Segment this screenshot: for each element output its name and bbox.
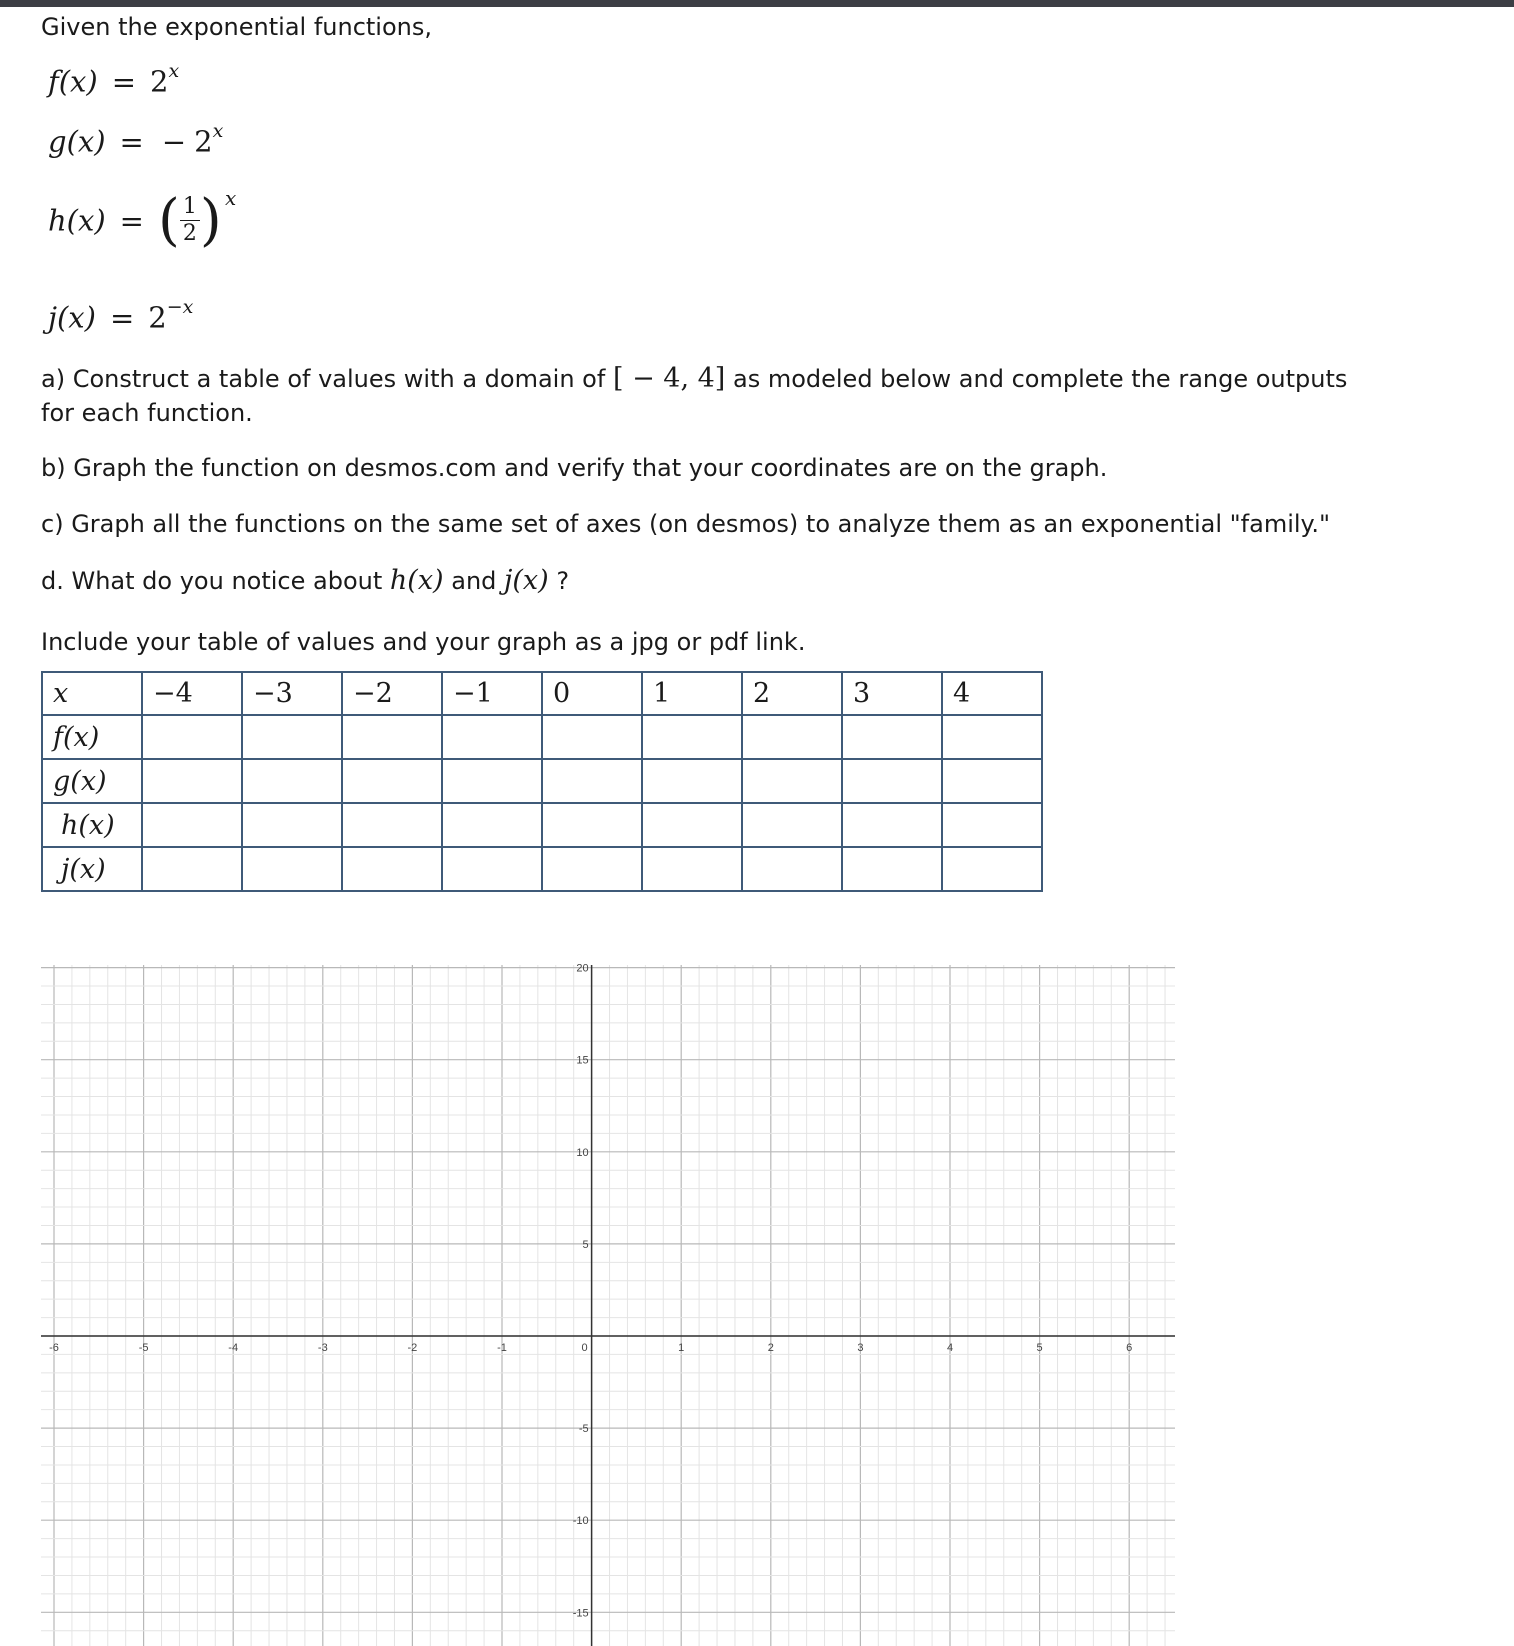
part-c-text: c) Graph all the functions on the same set of axes (on desmos) to analyze them as an exponential "family.": [41, 510, 1330, 538]
x-tick-label: -2: [407, 1342, 418, 1354]
y-tick-label: -10: [572, 1515, 589, 1528]
y-tick-label: 15: [576, 1054, 589, 1067]
equation-j-equals: =: [109, 300, 135, 335]
equation-f-exponent: x: [168, 60, 180, 82]
equation-g-equals: =: [119, 124, 144, 159]
x-tick-label: -1: [497, 1342, 507, 1354]
x-tick-label: 6: [1126, 1342, 1133, 1354]
table-header-cell: 3: [842, 672, 942, 715]
equation-f-equals: =: [111, 64, 137, 99]
equation-g-exponent: x: [212, 120, 224, 142]
x-tick-label: -6: [49, 1342, 59, 1354]
table-header-cell: 1: [642, 672, 742, 715]
table-header-cell: 0: [542, 672, 642, 715]
equation-h-equals: =: [119, 203, 144, 238]
x-tick-label: 3: [857, 1342, 864, 1354]
table-header-cell: −1: [442, 672, 542, 715]
table-header-cell: −2: [342, 672, 442, 715]
x-tick-label: 0: [581, 1342, 588, 1354]
equation-j-exponent: −x: [166, 296, 194, 318]
y-tick-label: 10: [576, 1146, 589, 1159]
equation-h-exponent: x: [225, 186, 237, 210]
intro-text: Given the exponential functions,: [41, 13, 432, 41]
left-paren: (: [157, 188, 180, 253]
y-tick-label: 20: [576, 962, 589, 975]
part-a-before: a) Construct a table of values with a domain of: [41, 365, 606, 393]
fraction-numerator: 1: [180, 194, 200, 221]
x-tick-label: 2: [767, 1342, 774, 1354]
table-row-label: g(x): [42, 759, 142, 803]
table-header-x: x: [42, 672, 142, 715]
x-tick-label: -5: [138, 1342, 149, 1354]
equation-f-base: 2: [150, 64, 169, 99]
part-d-prefix: d. What do you notice about: [41, 567, 383, 595]
part-d-j: j(x): [504, 565, 549, 596]
table-header-cell: 2: [742, 672, 842, 715]
equation-g-name: g(x): [48, 124, 106, 159]
y-tick-label: -5: [578, 1423, 589, 1436]
part-a-line2: for each function.: [41, 399, 253, 427]
x-tick-label: 1: [678, 1342, 685, 1354]
equation-f-name: f(x): [48, 64, 98, 99]
part-d-h: h(x): [389, 565, 444, 596]
fraction-denominator: 2: [182, 221, 197, 246]
include-note: Include your table of values and your graph as a jpg or pdf link.: [41, 628, 806, 656]
part-a-domain: [ − 4, 4]: [612, 363, 726, 394]
part-d-and: and: [451, 567, 497, 595]
table-header-cell: −3: [242, 672, 342, 715]
table-row-label: j(x): [42, 847, 142, 891]
part-b-text: b) Graph the function on desmos.com and verify that your coordinates are on the graph.: [41, 454, 1108, 482]
x-tick-label: 5: [1036, 1342, 1043, 1354]
x-tick-label: -4: [228, 1342, 239, 1354]
x-tick-label: 4: [946, 1342, 954, 1354]
x-tick-label: -3: [317, 1342, 328, 1354]
equation-j-name: j(x): [48, 300, 96, 335]
equation-g-negative: −: [161, 124, 187, 159]
part-a-after: as modeled below and complete the range outputs: [732, 365, 1348, 393]
equation-j-base: 2: [148, 300, 167, 335]
equation-h-name: h(x): [48, 203, 106, 238]
table-row-label: f(x): [42, 715, 142, 759]
right-paren: ): [199, 188, 222, 253]
y-tick-label: -15: [572, 1607, 589, 1620]
table-row-label: h(x): [42, 803, 142, 847]
part-d-suffix: ?: [556, 567, 570, 595]
table-header-cell: 4: [942, 672, 1042, 715]
table-header-cell: −4: [142, 672, 242, 715]
y-tick-label: 5: [582, 1238, 589, 1251]
equation-g-base: 2: [194, 124, 213, 159]
